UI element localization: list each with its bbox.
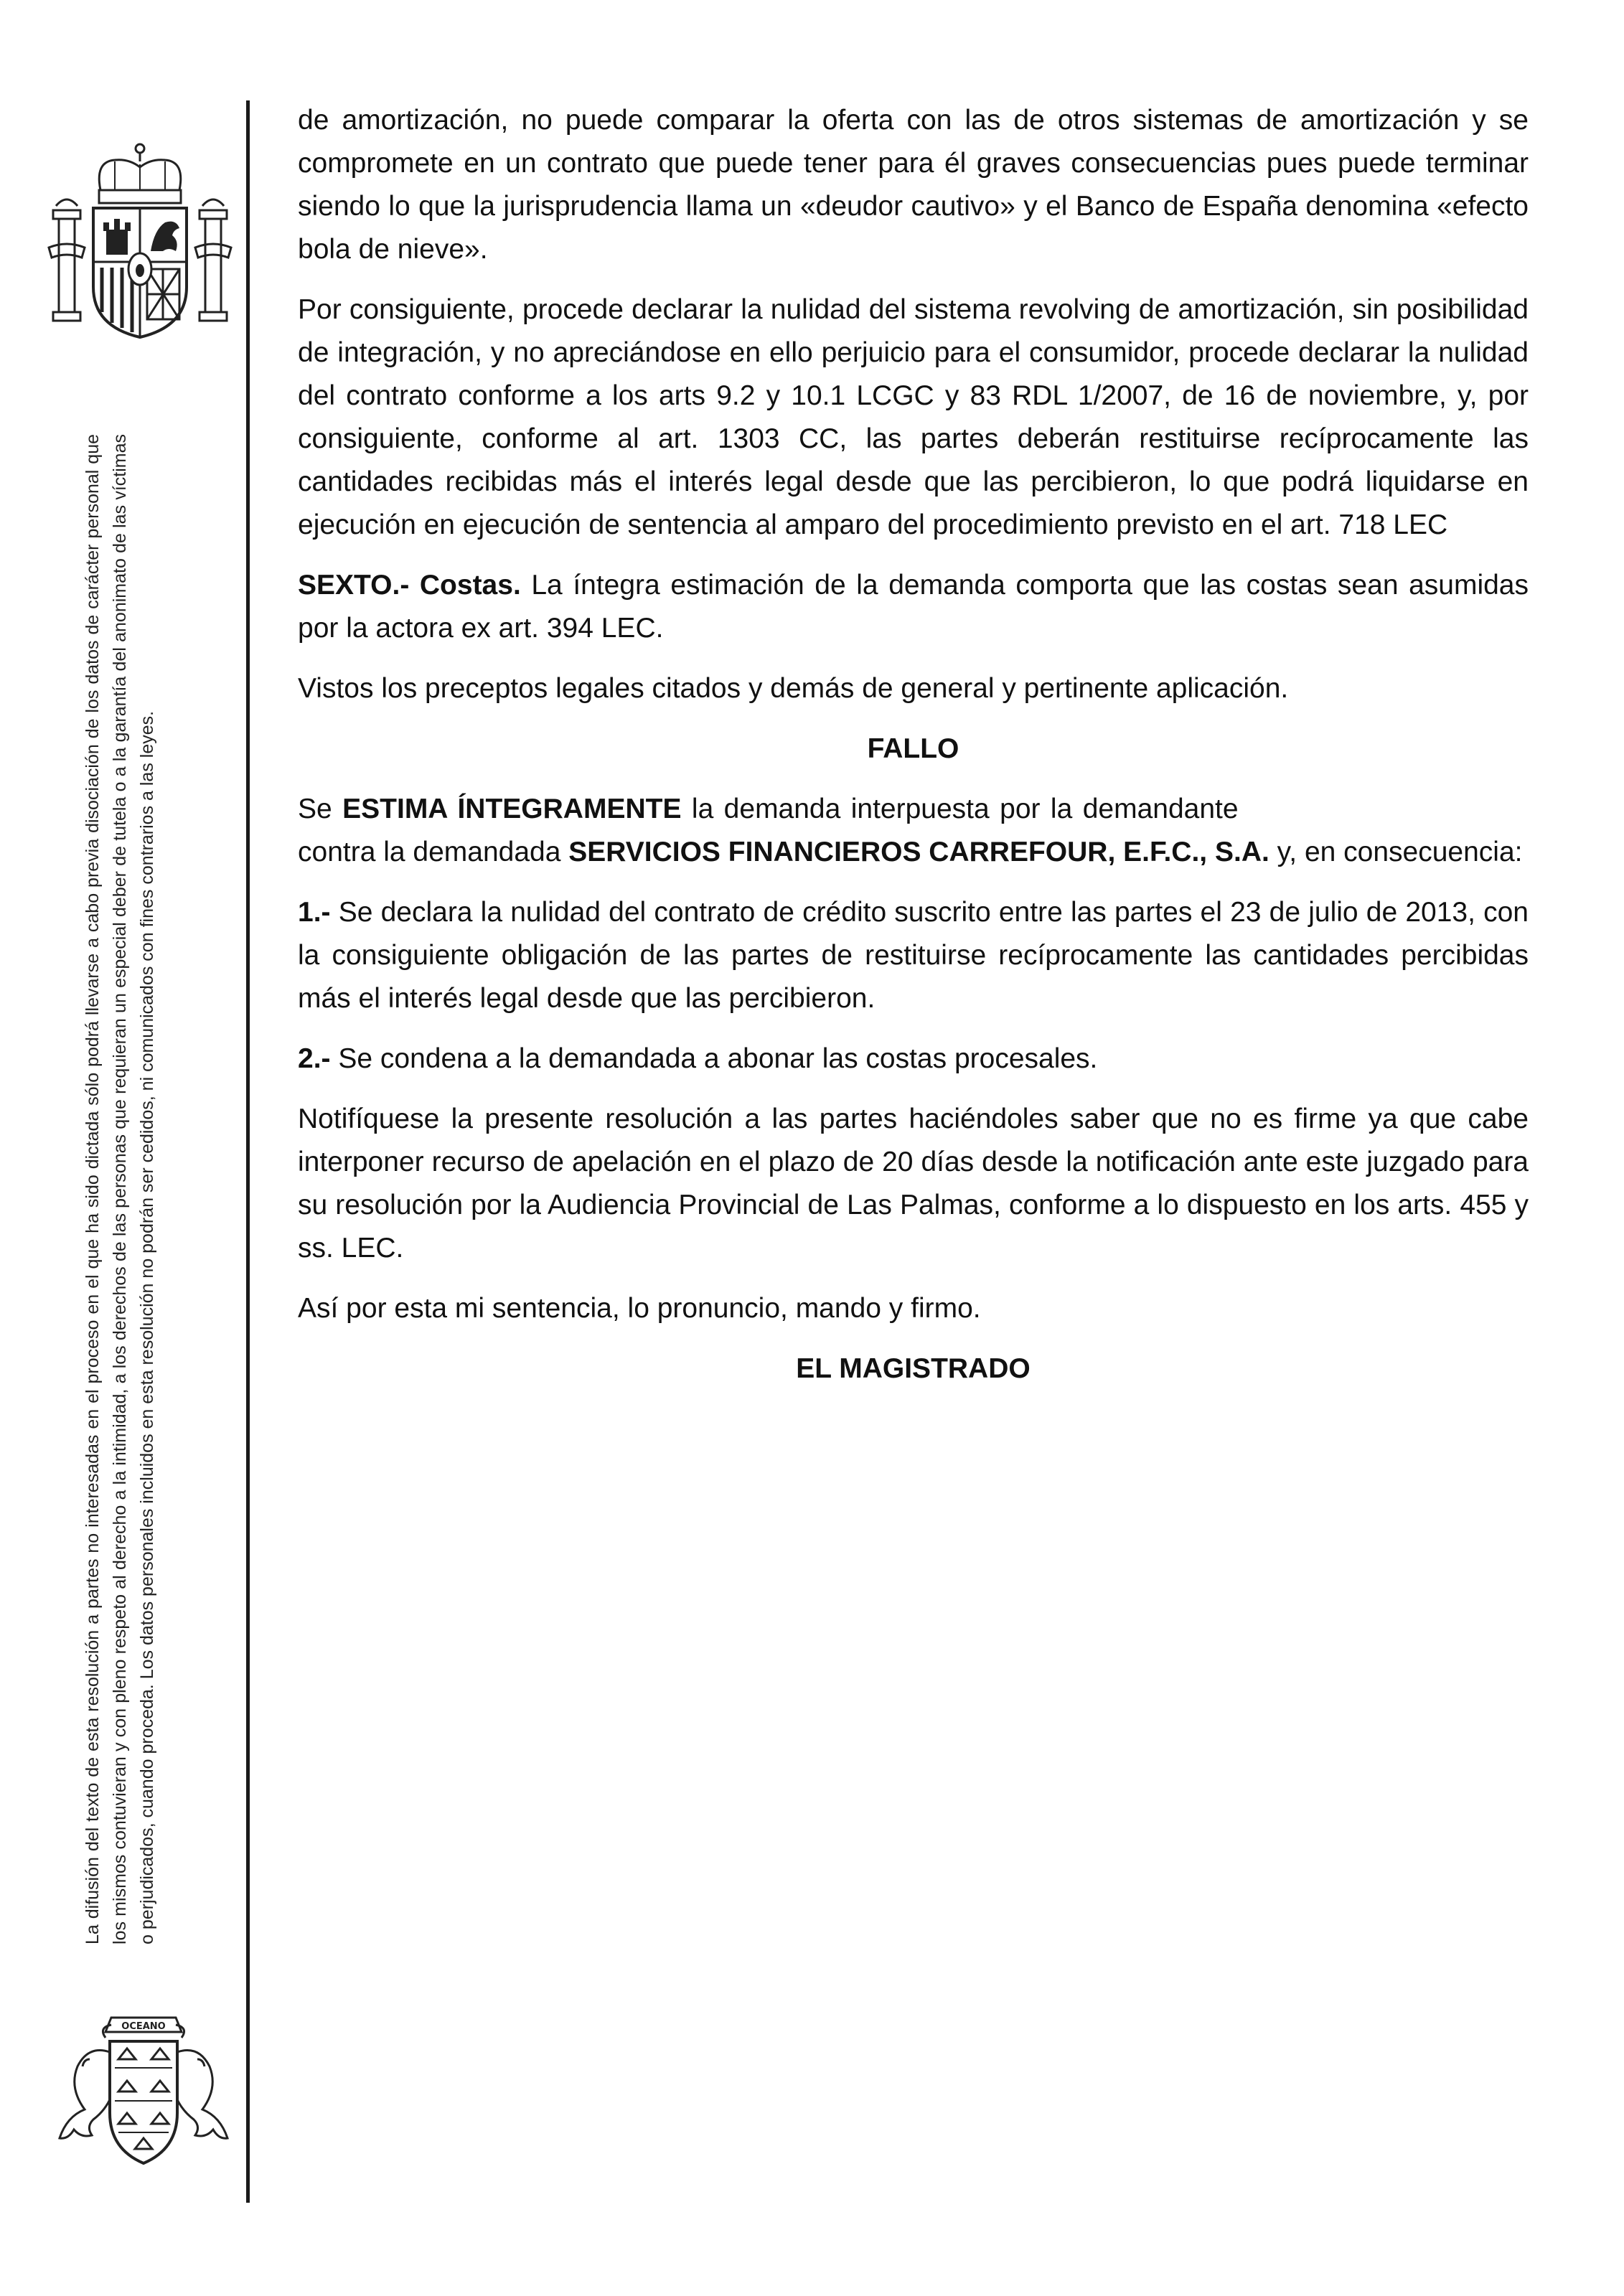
paragraph-amortization: de amortización, no puede comparar la oferta con las de otros sistemas de amortización y se compromete en un contrato que puede tener para él graves consecuencias pues puede terminar siendo lo que la jurisprudencia llama un «deudor cautivo» y el Banco de España denomina «efecto bola de nieve».: [298, 105, 1529, 265]
paragraph-notification: Notifíquese la presente resolución a las partes haciéndoles saber que no es firme ya que cabe interponer recurso de apelación en el plazo de 20 días desde la notificación ante este juzgado para su resolución por la Audiencia Provincial de Las Palmas, conforme a lo dispuesto en los arts. 455 y ss. LEC.: [298, 1104, 1529, 1264]
ruling-company: SERVICIOS FINANCIEROS CARREFOUR, E.F.C., S.A.: [568, 837, 1269, 867]
ruling-pre: Se: [298, 794, 343, 824]
point-2-number: 2.-: [298, 1043, 331, 1074]
fallo-heading: FALLO: [867, 733, 959, 764]
costs-text: La íntegra estimación de la demanda comporta que las costas sean asumidas por la actora ex art. 394 LEC.: [298, 570, 1529, 644]
privacy-notice-container: [79, 434, 212, 1944]
paragraph-ruling: [298, 788, 1529, 874]
paragraph-costs: [298, 564, 1529, 650]
spain-coat-of-arms-icon: [43, 140, 237, 348]
paragraph-point-1: [298, 891, 1529, 1020]
point-2-text: Se condena a la demandada a abonar las costas procesales.: [330, 1043, 1098, 1074]
margin-rule: [246, 100, 250, 2203]
privacy-notice: La difusión del texto de esta resolución a partes no interesadas en el proceso en el que ha sido dictada sólo podrá llevarse a cabo previa disociación de los datos de carácter personal que los mismos contuvieran y con pleno respeto al derecho a la intimidad, a los derechos de las personas que requieran un especial deber de tutela o a la garantía del anonimato de las víctimas o perjudicados, cuando proceda. Los datos personales incluidos en esta resolución no podrán ser cedidos, ni comunicados con fines contrarios a las leyes.: [83, 434, 157, 1944]
point-1-number: 1.-: [298, 897, 331, 928]
ruling-mid2: contra la demandada: [298, 837, 569, 867]
canary-islands-coat-of-arms-icon: [47, 2009, 240, 2181]
signature: EL MAGISTRADO: [796, 1353, 1031, 1384]
paragraph-point-2: [298, 1038, 1529, 1081]
point-1-text: Se declara la nulidad del contrato de crédito suscrito entre las partes el 23 de julio de 2013, con la consiguiente obligación de las partes de restituirse recíprocamente las cantidades percibidas más el interés legal desde que las percibieron.: [298, 897, 1529, 1014]
ruling-mid: la demanda interpuesta por la demandante: [681, 794, 1249, 824]
section-heading-sexto: SEXTO.- Costas.: [298, 570, 521, 601]
ruling-post: y, en consecuencia:: [1269, 837, 1523, 867]
paragraph-vistos: Vistos los preceptos legales citados y demás de general y pertinente aplicación.: [298, 673, 1289, 704]
ruling-estima: ESTIMA ÍNTEGRAMENTE: [342, 794, 682, 824]
paragraph-nullity: Por consiguiente, procede declarar la nulidad del sistema revolving de amortización, sin posibilidad de integración, y no apreciándose en ello perjuicio para el consumidor, procede declarar la nulidad del contrato conforme a los arts 9.2 y 10.1 LCGC y 83 RDL 1/2007, de 16 de noviembre, y, por consiguiente, conforme al art. 1303 CC, las partes deberán restituirse recíprocamente las cantidades recibidas más el interés legal desde que las percibieron, lo que podrá liquidarse en ejecución en ejecución de sentencia al amparo del procedimiento previsto en el art. 718 LEC: [298, 294, 1529, 540]
document-body: [298, 99, 1529, 1408]
crest-motto: OCEANO: [121, 2021, 166, 2032]
paragraph-closing: Así por esta mi sentencia, lo pronuncio, mando y firmo.: [298, 1293, 981, 1324]
